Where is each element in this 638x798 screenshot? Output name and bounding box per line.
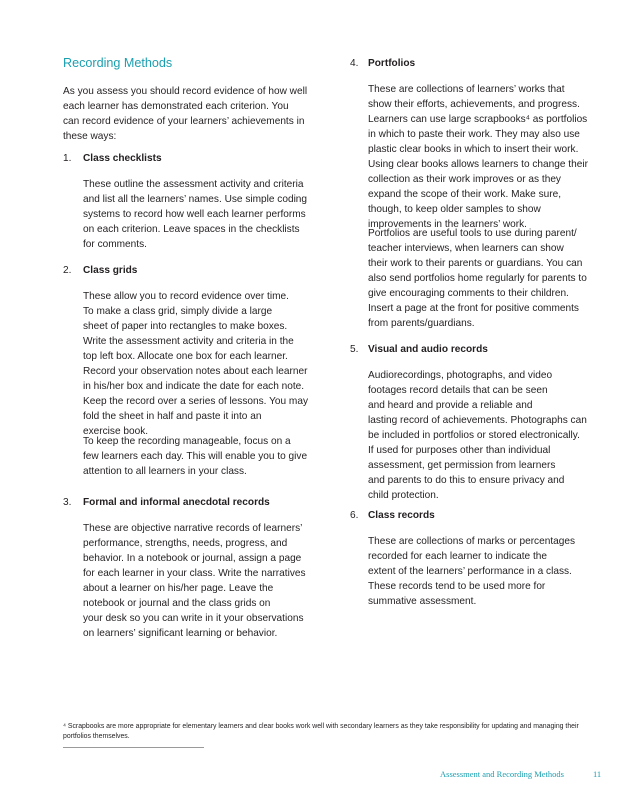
item-title: Class records: [368, 510, 435, 521]
para-line: To make a class grid, simply divide a large: [83, 306, 273, 317]
para-line: These are collections of learners’ works that: [368, 84, 565, 95]
intro-line: each learner has demonstrated each criterion. You: [63, 101, 289, 112]
para-line: plastic clear books in which to insert their work.: [368, 144, 579, 155]
para-line: about a learner on his/her page. Leave the: [83, 583, 274, 594]
para-line: for each learner in your class. Write the narratives: [83, 568, 306, 579]
para-line: and list all the learners’ names. Use simple coding: [83, 194, 308, 205]
para-line: These allow you to record evidence over time.: [83, 291, 289, 302]
para-line: These are collections of marks or percentages: [368, 536, 576, 547]
para-line: and parents to do this to ensure privacy and: [368, 475, 565, 486]
item-number: 6.: [350, 510, 359, 521]
item-paragraph: [368, 82, 588, 232]
para-line: on each criterion. Leave spaces in the checklists: [83, 224, 300, 235]
para-line: in which to paste their work. They may also use: [368, 129, 580, 140]
para-line: your desk so you can write in it your observations: [83, 613, 304, 624]
item-title: Class grids: [83, 265, 138, 276]
para-line: fold the sheet in half and paste it into an: [83, 411, 262, 422]
para-line: Record your observation notes about each learner: [83, 366, 308, 377]
item-number: 2.: [63, 265, 72, 276]
para-line: Using clear books allows learners to change their: [368, 159, 588, 170]
para-line: These are objective narrative records of learners’: [83, 523, 303, 534]
para-line: Learners can use large scrapbooks⁴ as portfolios: [368, 114, 588, 125]
para-line: from parents/guardians.: [368, 318, 475, 329]
para-line: also send portfolios home regularly for parents to: [368, 273, 587, 284]
para-line: These outline the assessment activity and criteria: [83, 179, 304, 190]
intro-line: can record evidence of your learners’ achievements in: [63, 116, 305, 127]
para-line: performance, strengths, needs, progress, and: [83, 538, 288, 549]
intro-paragraph: [63, 84, 323, 144]
footnote-divider: [63, 747, 204, 748]
item-number: 5.: [350, 344, 359, 355]
para-line: give encouraging comments to their children.: [368, 288, 569, 299]
item-title: Portfolios: [368, 58, 416, 69]
para-line: Insert a page at the front for positive comments: [368, 303, 579, 314]
item-paragraph: [368, 534, 575, 609]
para-line: Portfolios are useful tools to use during parent/: [368, 228, 577, 239]
para-line: Audiorecordings, photographs, and video: [368, 370, 553, 381]
item-number: 4.: [350, 58, 359, 69]
footnote: ⁴ Scrapbooks are more appropriate for elementary learners and clear books work well with secondary learners as they take responsibility for updating and managing their portfolios themselves.: [63, 723, 579, 740]
para-line: summative assessment.: [368, 596, 477, 607]
section-heading: Recording Methods: [63, 56, 173, 70]
para-line: If used for purposes other than individual: [368, 445, 551, 456]
para-line: child protection.: [368, 490, 439, 501]
para-line: teacher interviews, when learners can show: [368, 243, 564, 254]
item-paragraph: [83, 289, 308, 439]
item-paragraph: [83, 434, 307, 479]
para-line: expand the scope of their work. Make sure,: [368, 189, 562, 200]
para-line: top left box. Allocate one box for each learner.: [83, 351, 288, 362]
para-line: their work to their parents or guardians. You can: [368, 258, 583, 269]
para-line: extent of the learners’ performance in a class.: [368, 566, 572, 577]
para-line: lasting record of achievements. Photographs can: [368, 415, 587, 426]
para-line: notebook or journal and the class grids on: [83, 598, 271, 609]
item-paragraph: [83, 177, 307, 252]
intro-line: these ways:: [63, 131, 117, 142]
para-line: and heard and provide a reliable and: [368, 400, 533, 411]
para-line: Write the assessment activity and criteria in the: [83, 336, 294, 347]
footer-title: Assessment and Recording Methods: [440, 769, 564, 779]
para-line: collection as their work improves or as they: [368, 174, 561, 185]
para-line: for comments.: [83, 239, 147, 250]
para-line: Keep the record over a series of lessons. You may: [83, 396, 308, 407]
item-title: Visual and audio records: [368, 344, 488, 355]
item-paragraph: [83, 521, 306, 641]
para-line: assessment, get permission from learners: [368, 460, 556, 471]
item-paragraph: [368, 226, 587, 331]
para-line: show their efforts, achievements, and progress.: [368, 99, 580, 110]
para-line: in his/her box and indicate the date for each note.: [83, 381, 305, 392]
para-line: attention to all learners in your class.: [83, 466, 247, 477]
para-line: behavior. In a notebook or journal, assign a page: [83, 553, 302, 564]
item-paragraph: [368, 368, 587, 503]
para-line: on learners’ significant learning or behavior.: [83, 628, 278, 639]
para-line: be included in portfolios or stored electronically.: [368, 430, 580, 441]
page-number: 11: [593, 769, 602, 779]
para-line: improvements in the learners’ work.: [368, 219, 527, 230]
para-line: To keep the recording manageable, focus on a: [83, 436, 291, 447]
item-number: 1.: [63, 153, 72, 164]
para-line: sheet of paper into rectangles to make boxes.: [83, 321, 288, 332]
para-line: few learners each day. This will enable you to give: [83, 451, 308, 462]
para-line: exercise book.: [83, 426, 149, 437]
para-line: recorded for each learner to indicate the: [368, 551, 547, 562]
para-line: though, to keep older samples to show: [368, 204, 541, 215]
intro-line: As you assess you should record evidence of how well: [63, 86, 308, 97]
para-line: systems to record how well each learner performs: [83, 209, 306, 220]
item-number: 3.: [63, 497, 72, 508]
para-line: These records tend to be used more for: [368, 581, 546, 592]
item-title: Formal and informal anecdotal records: [83, 497, 270, 508]
item-title: Class checklists: [83, 153, 162, 164]
para-line: footages record details that can be seen: [368, 385, 548, 396]
